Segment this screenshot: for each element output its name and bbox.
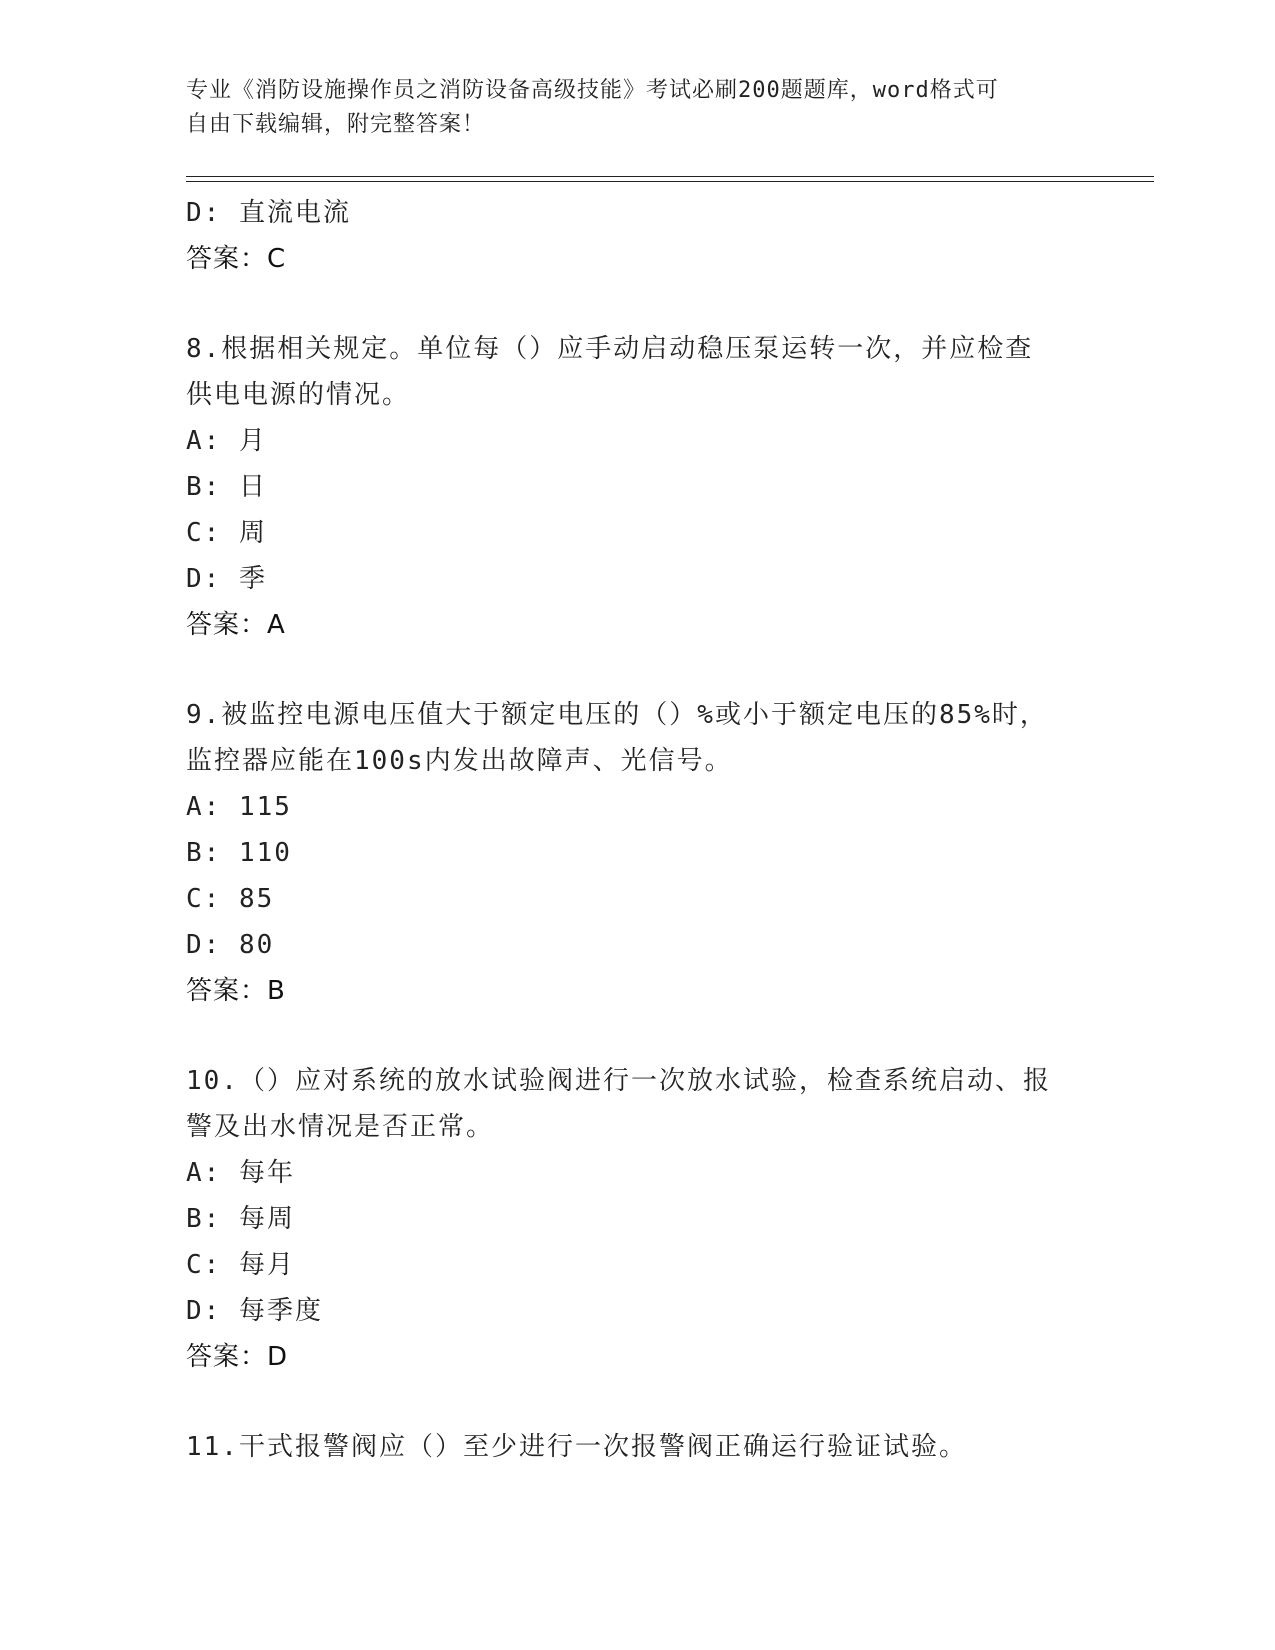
option-b: B: 每周 — [186, 1204, 295, 1234]
prev-question-tail — [186, 190, 1086, 282]
header-divider-top — [186, 176, 1154, 177]
answer-line: 答案：C — [186, 244, 287, 274]
option-d: D: 每季度 — [186, 1296, 323, 1326]
question-text-line-2: 警及出水情况是否正常。 — [186, 1112, 495, 1142]
document-header — [186, 74, 1066, 142]
option-d: D: 季 — [186, 564, 267, 594]
question-text-line-2: 供电电源的情况。 — [186, 380, 411, 410]
option-c: C: 85 — [186, 884, 275, 914]
answer-line: 答案：B — [186, 976, 286, 1006]
answer-line: 答案：D — [186, 1342, 289, 1372]
header-line-2: 自由下载编辑，附完整答案！ — [186, 112, 486, 137]
header-line-1: 专业《消防设施操作员之消防设备高级技能》考试必刷200题题库，word格式可 — [186, 78, 999, 103]
header-divider-bottom — [186, 181, 1154, 182]
option-b: B: 日 — [186, 472, 267, 502]
question-9 — [186, 692, 1086, 1014]
question-text-line-1: 10.（）应对系统的放水试验阀进行一次放水试验，检查系统启动、报 — [186, 1066, 1051, 1096]
question-10 — [186, 1058, 1086, 1380]
option-d: D: 直流电流 — [186, 198, 351, 228]
question-text-line-1: 8.根据相关规定。单位每（）应手动启动稳压泵运转一次，并应检查 — [186, 334, 1034, 364]
question-8 — [186, 326, 1086, 648]
document-body — [186, 190, 1086, 1470]
option-a: A: 115 — [186, 792, 292, 822]
option-d: D: 80 — [186, 930, 275, 960]
option-a: A: 月 — [186, 426, 267, 456]
question-11 — [186, 1424, 1086, 1470]
option-c: C: 每月 — [186, 1250, 295, 1280]
option-c: C: 周 — [186, 518, 267, 548]
option-b: B: 110 — [186, 838, 292, 868]
option-a: A: 每年 — [186, 1158, 295, 1188]
question-text-line-1: 9.被监控电源电压值大于额定电压的（）%或小于额定电压的85%时， — [186, 700, 1048, 730]
question-text-line-2: 监控器应能在100s内发出故障声、光信号。 — [186, 746, 733, 776]
question-text-line-1: 11.干式报警阀应（）至少进行一次报警阀正确运行验证试验。 — [186, 1432, 967, 1462]
answer-line: 答案：A — [186, 610, 286, 640]
